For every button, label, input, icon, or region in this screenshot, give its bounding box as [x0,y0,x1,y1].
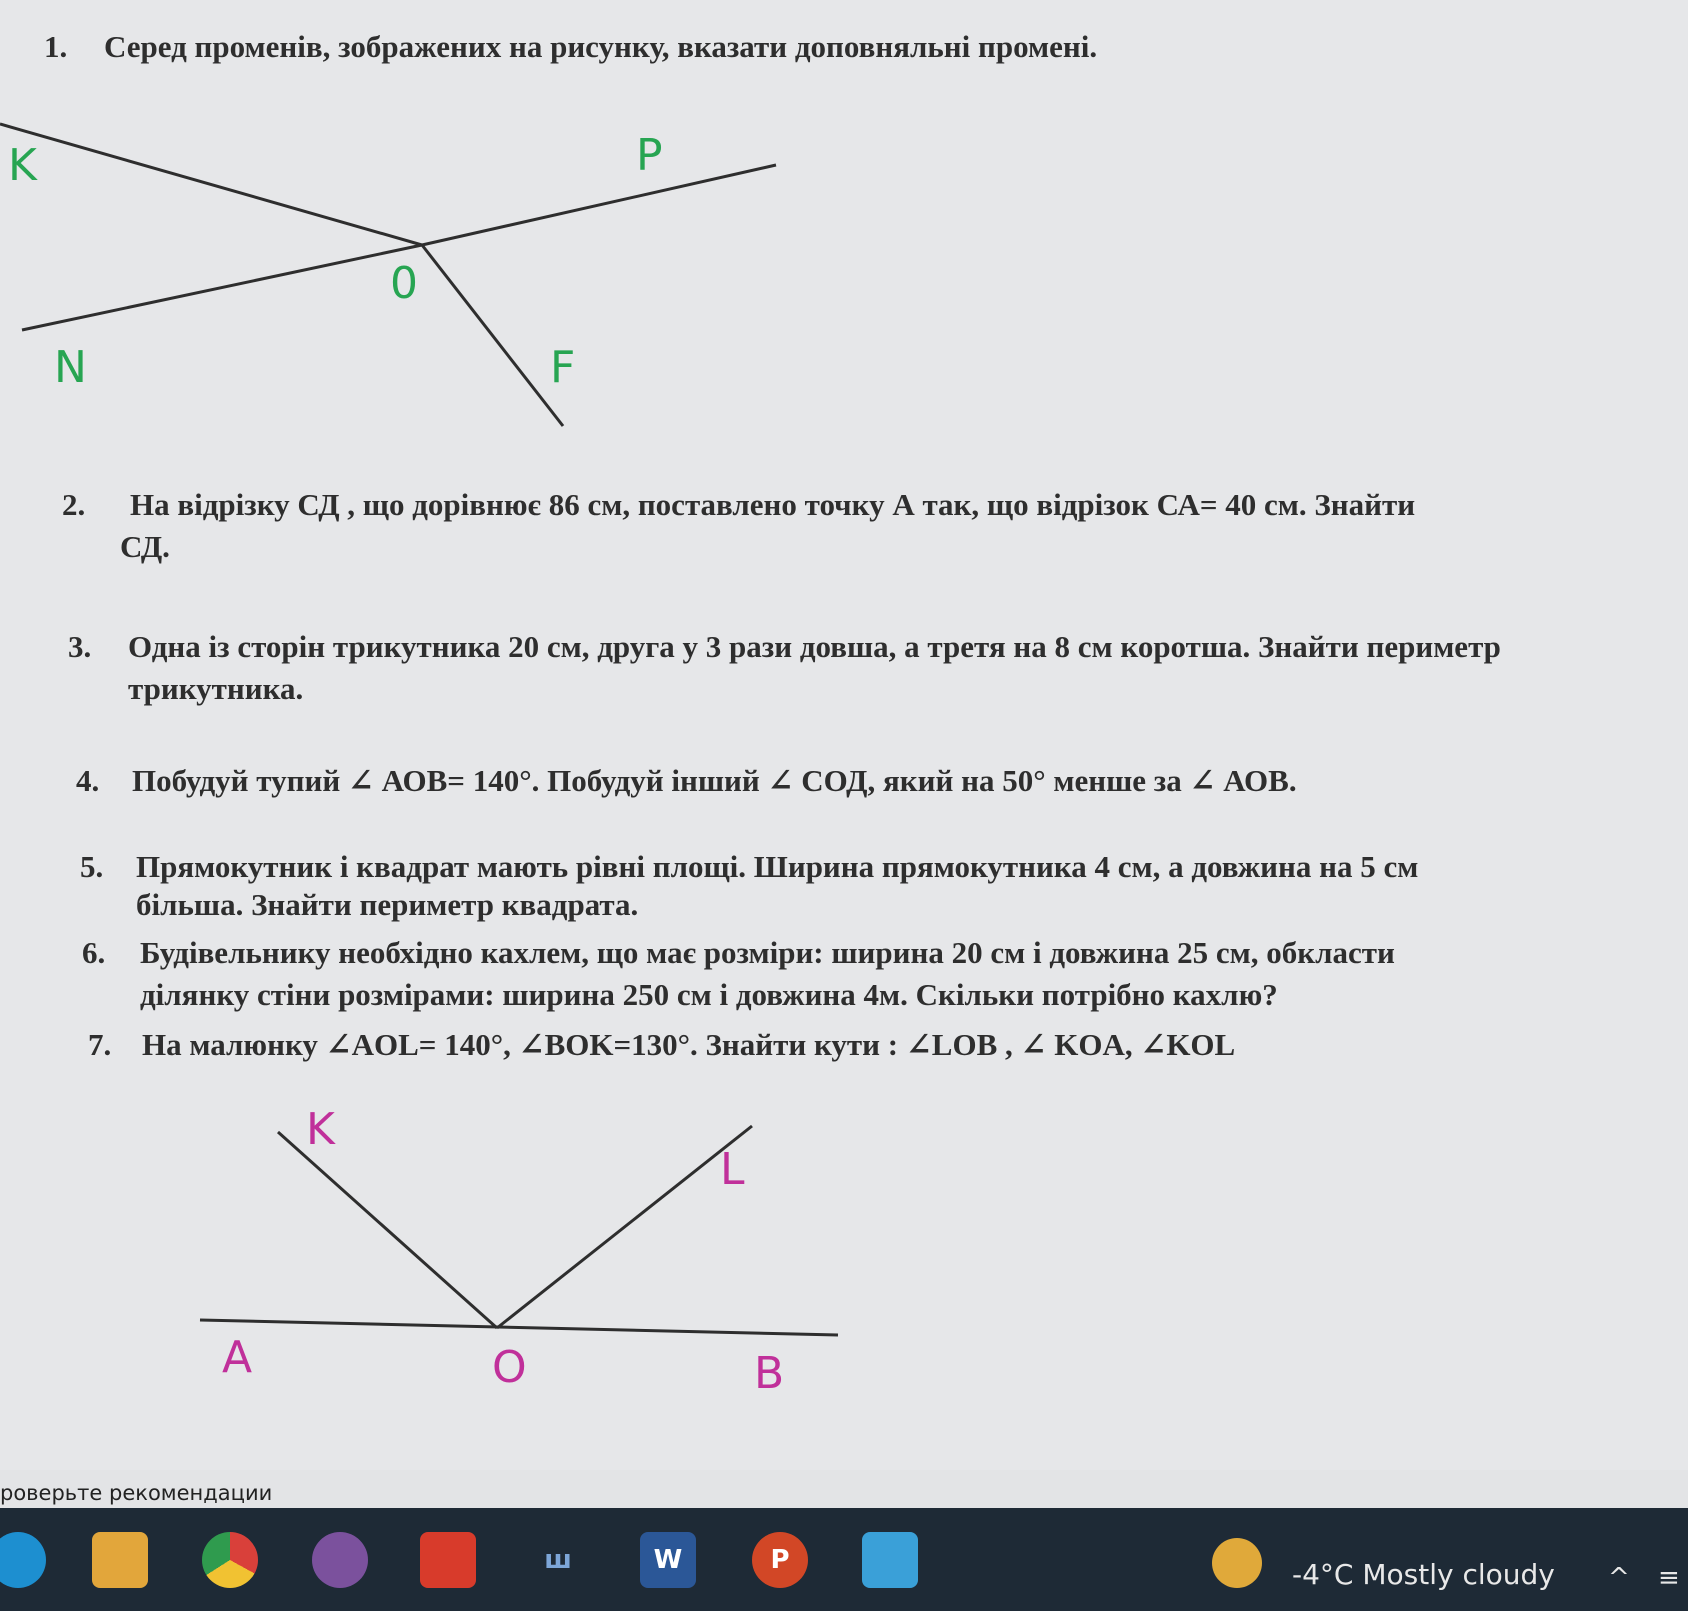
task-text: Серед променів, зображених на рисунку, вказати доповняльні промені. [104,29,1098,64]
label-o: O [492,1342,527,1393]
task-text-line1: Будівельнику необхідно кахлем, що має розміри: ширина 20 см і довжина 25 см, обкласти [140,935,1395,970]
word-lite-icon[interactable]: ш [544,1545,572,1575]
chrome-icon[interactable] [202,1532,258,1588]
task-text-line1: На відрізку СД , що дорівнює 86 см, поставлено точку А так, що відрізок СА= 40 см. Знайти [130,487,1416,522]
task-number: 5. [80,849,104,884]
label-b: B [754,1348,785,1399]
word-icon[interactable]: W [640,1532,696,1588]
label-k: K [306,1104,335,1155]
ray-on [22,245,422,330]
ray-op [422,165,776,245]
figure-angles [0,1100,900,1383]
task-text-line2: ділянку стіни розмірами: ширина 250 см і довжина 4м. Скільки потрібно кахлю? [140,977,1278,1012]
task-text-line2: трикутника. [128,671,304,706]
line-ab [200,1320,838,1335]
task-text-line2: більша. Знайти периметр квадрата. [136,887,639,922]
taskbar [0,1508,1688,1611]
label-l: L [720,1144,745,1195]
task-text-line1: Одна із сторін трикутника 20 см, друга у 3 рази довша, а третя на 8 см коротша. Знайти периметр [128,629,1501,664]
ray-of [422,245,563,426]
label-o: 0 [390,258,418,309]
photos-icon[interactable] [862,1532,918,1588]
ray-ok [278,1132,497,1328]
task-text: Побудуй тупий ∠ АОВ= 140°. Побудуй інший ∠ СОД, який на 50° менше за ∠ АОВ. [132,763,1297,798]
task-number: 1. [44,29,68,64]
recommendations-hint[interactable]: роверьте рекомендации [0,1481,273,1505]
label-f: F [550,342,576,393]
label-a: A [222,1332,253,1383]
network-icon[interactable]: ≡ [1658,1563,1680,1593]
label-p: P [636,130,663,181]
ray-ok [0,124,422,245]
weather-status[interactable]: -4°C Mostly cloudy [1292,1558,1555,1591]
chevron-up-icon[interactable]: ^ [1608,1563,1630,1593]
task-number: 2. [62,487,86,522]
label-k: K [8,140,37,191]
task-text-line2: СД. [120,529,170,564]
weather-icon[interactable] [1212,1538,1262,1588]
office-icon[interactable] [420,1532,476,1588]
task-number: 3. [68,629,92,664]
task-number: 4. [76,763,100,798]
label-n: N [54,342,87,393]
ray-ol [497,1126,752,1328]
task-number: 7. [88,1027,112,1062]
edge-icon[interactable] [0,1532,46,1588]
task-text: На малюнку ∠AOL= 140°, ∠BOK=130°. Знайти кути : ∠LOB , ∠ KOA, ∠KOL [142,1027,1236,1062]
file-explorer-icon[interactable] [92,1532,148,1588]
task-text-line1: Прямокутник і квадрат мають рівні площі. Ширина прямокутника 4 см, а довжина на 5 см [136,849,1419,884]
powerpoint-icon[interactable]: P [752,1532,808,1588]
task-number: 6. [82,935,106,970]
viber-icon[interactable] [312,1532,368,1588]
